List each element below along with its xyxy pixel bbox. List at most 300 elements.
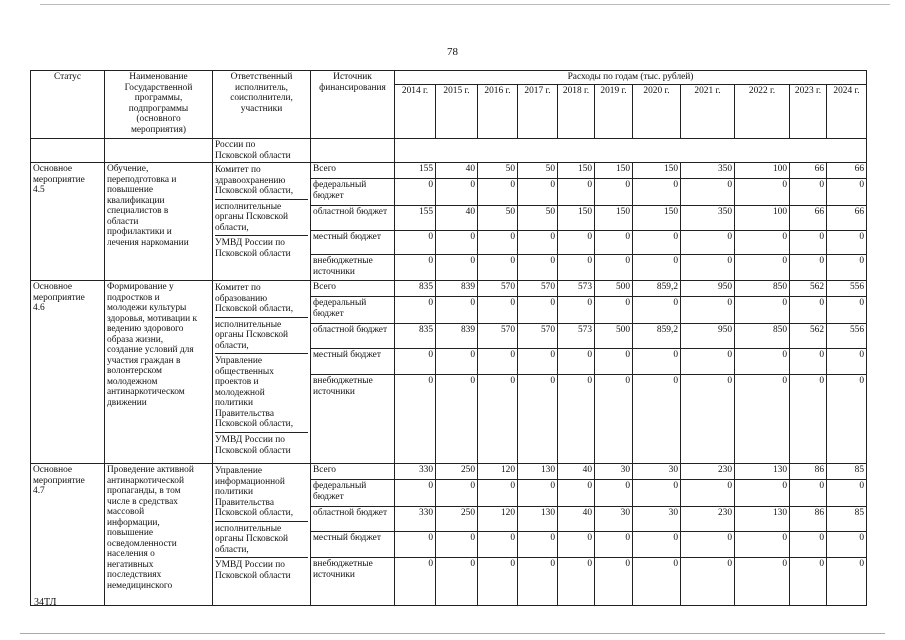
text-line: Комитет по	[215, 283, 261, 294]
text-line: области,	[215, 222, 249, 233]
responsible-party	[215, 353, 308, 431]
value-cell: 0	[518, 480, 558, 507]
value-cell: 50	[478, 206, 518, 231]
value-cell: 562	[790, 281, 827, 297]
text-line: Псковской области	[215, 248, 291, 259]
text-line: политики	[215, 398, 253, 409]
text-line: образованию	[215, 293, 268, 304]
value-cell: 85	[827, 507, 867, 532]
value-cell: 150	[633, 206, 681, 231]
value-cell: 0	[827, 558, 867, 606]
value-cell: 350	[681, 163, 735, 179]
continuation-name-cell	[105, 139, 213, 163]
value-cell: 0	[681, 255, 735, 281]
header-year: 2023 г.	[790, 85, 827, 139]
value-cell: 0	[681, 179, 735, 206]
value-cell: 130	[735, 464, 790, 480]
text-line: политики	[215, 487, 253, 498]
value-cell: 40	[436, 163, 478, 179]
text-line: повышение	[107, 528, 154, 539]
value-cell: 85	[827, 464, 867, 480]
header-year: 2019 г.	[595, 85, 633, 139]
text-line: 4.5	[33, 185, 45, 196]
budget-table	[30, 70, 867, 606]
value-cell: 130	[735, 507, 790, 532]
text-line: УМВД России по	[215, 238, 285, 249]
funding-source: внебюджетные источники	[311, 375, 395, 464]
text-line: подростков и	[107, 292, 160, 303]
funding-source: местный бюджет	[311, 349, 395, 375]
value-cell: 0	[633, 375, 681, 464]
value-cell: 0	[478, 558, 518, 606]
text-line: (основного	[136, 114, 181, 125]
text-line: мероприятие	[33, 475, 85, 486]
value-cell: 0	[633, 179, 681, 206]
value-cell: 0	[518, 532, 558, 558]
value-cell: 0	[595, 558, 633, 606]
responsible-party	[215, 465, 308, 520]
text-line: исполнительные	[215, 319, 282, 330]
text-line: Основное	[33, 164, 73, 175]
text-line: мероприятие	[33, 292, 85, 303]
value-cell: 0	[595, 297, 633, 324]
funding-source: местный бюджет	[311, 532, 395, 558]
value-cell: 0	[436, 297, 478, 324]
value-cell: 0	[395, 349, 436, 375]
text-line: Управление	[215, 466, 263, 477]
value-cell: 86	[790, 507, 827, 532]
scan-edge-top	[40, 4, 890, 5]
text-line: повышение	[107, 185, 154, 196]
text-line: квалификации	[107, 195, 165, 206]
value-cell: 0	[633, 255, 681, 281]
text-line: России по	[215, 140, 256, 150]
header-year: 2016 г.	[478, 85, 518, 139]
value-cell: 250	[436, 507, 478, 532]
text-line: осведомленности	[107, 538, 177, 549]
table-row	[31, 281, 867, 297]
text-line: Основное	[33, 465, 73, 476]
value-cell: 0	[681, 480, 735, 507]
funding-source: Всего	[311, 464, 395, 480]
value-cell: 330	[395, 507, 436, 532]
value-cell: 0	[395, 231, 436, 255]
value-cell: 0	[735, 558, 790, 606]
value-cell: 0	[633, 297, 681, 324]
value-cell: 0	[395, 297, 436, 324]
value-cell: 330	[395, 464, 436, 480]
value-cell: 0	[827, 349, 867, 375]
text-line: ведению здорового	[107, 324, 184, 335]
value-cell: 66	[827, 163, 867, 179]
header-year: 2022 г.	[735, 85, 790, 139]
value-cell: 0	[633, 558, 681, 606]
value-cell: 950	[681, 281, 735, 297]
value-cell: 0	[681, 297, 735, 324]
value-cell: 0	[735, 255, 790, 281]
value-cell: 50	[478, 163, 518, 179]
value-cell: 0	[790, 480, 827, 507]
header-responsible	[213, 71, 311, 139]
measure-status	[31, 281, 105, 464]
text-line: Источник	[333, 72, 372, 82]
value-cell: 0	[478, 349, 518, 375]
value-cell: 570	[478, 281, 518, 297]
value-cell: 0	[595, 231, 633, 255]
funding-source: внебюджетные источники	[311, 255, 395, 281]
text-line: Комитет по	[215, 165, 261, 176]
responsible-party	[215, 557, 308, 582]
responsible-party	[215, 282, 308, 316]
measure-status	[31, 464, 105, 606]
text-line: числе в средствах	[107, 496, 178, 507]
value-cell: 0	[735, 349, 790, 375]
value-cell: 230	[681, 464, 735, 480]
value-cell: 573	[558, 324, 595, 349]
value-cell: 0	[681, 558, 735, 606]
value-cell: 0	[827, 375, 867, 464]
value-cell: 0	[395, 179, 436, 206]
value-cell: 40	[436, 206, 478, 231]
value-cell: 0	[735, 532, 790, 558]
value-cell: 0	[790, 532, 827, 558]
funding-source: областной бюджет	[311, 324, 395, 349]
value-cell: 350	[681, 206, 735, 231]
value-cell: 155	[395, 206, 436, 231]
value-cell: 859,2	[633, 281, 681, 297]
footer-code: 34ТЛ	[34, 597, 57, 608]
text-line: УМВД России по	[215, 560, 285, 571]
text-line: общественных	[215, 366, 274, 377]
value-cell: 0	[827, 179, 867, 206]
text-line: Проведение активной	[107, 465, 194, 476]
value-cell: 0	[595, 480, 633, 507]
value-cell: 835	[395, 324, 436, 349]
header-program-name	[105, 71, 213, 139]
value-cell: 0	[395, 558, 436, 606]
value-cell: 0	[558, 558, 595, 606]
value-cell: 0	[478, 231, 518, 255]
value-cell: 30	[595, 507, 633, 532]
text-line: УМВД России по	[215, 434, 285, 445]
text-line: Псковской области,	[215, 508, 294, 519]
text-line: Псковской области	[215, 150, 291, 161]
funding-source: федеральный бюджет	[311, 297, 395, 324]
value-cell: 0	[735, 375, 790, 464]
text-line: Управление	[215, 356, 263, 367]
value-cell: 839	[436, 324, 478, 349]
value-cell: 30	[595, 464, 633, 480]
value-cell: 120	[478, 507, 518, 532]
value-cell: 0	[735, 231, 790, 255]
funding-source: областной бюджет	[311, 206, 395, 231]
value-cell: 86	[790, 464, 827, 480]
text-line: массовой	[107, 507, 145, 518]
value-cell: 120	[478, 464, 518, 480]
text-line: органы Псковской	[215, 330, 289, 341]
value-cell: 0	[790, 255, 827, 281]
measure-name	[105, 163, 213, 281]
value-cell: 0	[436, 255, 478, 281]
value-cell: 0	[558, 297, 595, 324]
value-cell: 0	[395, 255, 436, 281]
value-cell: 570	[518, 281, 558, 297]
value-cell: 0	[478, 179, 518, 206]
responsible-party	[215, 164, 308, 198]
text-line: создание условий для	[107, 345, 194, 356]
text-line: антинаркотическом	[107, 387, 185, 398]
responsible-party	[215, 199, 308, 235]
value-cell: 0	[436, 179, 478, 206]
value-cell: 0	[595, 375, 633, 464]
header-year: 2018 г.	[558, 85, 595, 139]
measure-responsible	[213, 281, 311, 464]
value-cell: 570	[478, 324, 518, 349]
value-cell: 66	[827, 206, 867, 231]
value-cell: 0	[633, 349, 681, 375]
text-line: программы,	[134, 93, 183, 104]
value-cell: 0	[478, 532, 518, 558]
value-cell: 0	[681, 532, 735, 558]
header-expenses: Расходы по годам (тыс. рублей)	[395, 71, 867, 85]
value-cell: 859,2	[633, 324, 681, 349]
text-line: Псковской области,	[215, 186, 294, 197]
value-cell: 0	[595, 179, 633, 206]
text-line: Псковской области,	[215, 304, 294, 315]
header-year: 2024 г.	[827, 85, 867, 139]
value-cell: 562	[790, 324, 827, 349]
header-year: 2014 г.	[395, 85, 436, 139]
text-line: финансирования	[319, 82, 386, 93]
text-line: образа жизни,	[107, 334, 164, 345]
text-line: профилактики и	[107, 227, 172, 238]
value-cell: 0	[790, 231, 827, 255]
value-cell: 130	[518, 507, 558, 532]
text-line: молодежной	[215, 387, 265, 398]
measure-responsible	[213, 464, 311, 606]
header-source	[311, 71, 395, 139]
funding-source: федеральный бюджет	[311, 179, 395, 206]
value-cell: 0	[558, 255, 595, 281]
value-cell: 150	[558, 206, 595, 231]
value-cell: 0	[518, 375, 558, 464]
text-line: молодежном	[107, 376, 158, 387]
value-cell: 0	[478, 297, 518, 324]
value-cell: 100	[735, 163, 790, 179]
value-cell: 150	[595, 163, 633, 179]
text-line: Правительства	[215, 497, 274, 508]
responsible-party	[215, 235, 308, 260]
value-cell: 155	[395, 163, 436, 179]
value-cell: 0	[827, 297, 867, 324]
value-cell: 0	[790, 349, 827, 375]
continuation-status-cell	[31, 139, 105, 163]
value-cell: 556	[827, 324, 867, 349]
value-cell: 0	[436, 375, 478, 464]
value-cell: 100	[735, 206, 790, 231]
value-cell: 0	[735, 297, 790, 324]
text-line: пропаганды, в том	[107, 486, 181, 497]
text-line: исполнительные	[215, 523, 282, 534]
value-cell: 0	[735, 480, 790, 507]
value-cell: 40	[558, 464, 595, 480]
value-cell: 230	[681, 507, 735, 532]
value-cell: 0	[436, 349, 478, 375]
text-line: немедицинского	[107, 580, 173, 591]
value-cell: 150	[595, 206, 633, 231]
value-cell: 0	[436, 231, 478, 255]
text-line: области,	[215, 340, 249, 351]
value-cell: 0	[436, 480, 478, 507]
value-cell: 0	[436, 532, 478, 558]
text-line: специалистов в	[107, 206, 169, 217]
text-line: участники	[240, 103, 283, 114]
text-line: последствиях	[107, 570, 162, 581]
header-year: 2015 г.	[436, 85, 478, 139]
responsible-party	[215, 432, 308, 457]
funding-source: местный бюджет	[311, 231, 395, 255]
value-cell: 0	[518, 297, 558, 324]
continuation-source-cell	[311, 139, 395, 163]
text-line: информационной	[215, 476, 285, 487]
value-cell: 0	[558, 532, 595, 558]
header-year: 2017 г.	[518, 85, 558, 139]
text-line: антинаркотической	[107, 475, 184, 486]
funding-source: Всего	[311, 163, 395, 179]
text-line: негативных	[107, 559, 154, 570]
value-cell: 66	[790, 163, 827, 179]
value-cell: 50	[518, 206, 558, 231]
value-cell: 0	[595, 532, 633, 558]
text-line: органы Псковской	[215, 212, 289, 223]
header-year: 2021 г.	[681, 85, 735, 139]
text-line: мероприятия)	[130, 124, 187, 135]
text-line: Псковской области,	[215, 419, 294, 430]
value-cell: 950	[681, 324, 735, 349]
text-line: соисполнители,	[230, 93, 293, 104]
text-line: Псковской области	[215, 570, 291, 581]
value-cell: 850	[735, 324, 790, 349]
text-line: Наименование	[129, 72, 188, 82]
scan-edge-bottom	[20, 633, 885, 634]
value-cell: 0	[558, 179, 595, 206]
text-line: исполнительные	[215, 201, 282, 212]
funding-source: Всего	[311, 281, 395, 297]
table-row	[31, 464, 867, 480]
value-cell: 0	[595, 349, 633, 375]
text-line: 4.7	[33, 486, 45, 497]
text-line: населения о	[107, 549, 155, 560]
text-line: Государственной	[124, 82, 193, 93]
value-cell: 0	[735, 179, 790, 206]
text-line: Обучение,	[107, 164, 149, 175]
value-cell: 0	[790, 179, 827, 206]
responsible-party	[215, 521, 308, 557]
measure-responsible	[213, 163, 311, 281]
text-line: Основное	[33, 282, 73, 293]
measure-name	[105, 281, 213, 464]
value-cell: 0	[827, 231, 867, 255]
text-line: участия граждан в	[107, 355, 181, 366]
text-line: исполнитель,	[234, 82, 289, 93]
text-line: движении	[107, 397, 147, 408]
value-cell: 150	[558, 163, 595, 179]
text-line: 4.6	[33, 303, 45, 314]
value-cell: 250	[436, 464, 478, 480]
measure-status	[31, 163, 105, 281]
text-line: здравоохранению	[215, 175, 286, 186]
text-line: подпрограммы	[128, 103, 189, 114]
value-cell: 0	[790, 375, 827, 464]
value-cell: 0	[633, 231, 681, 255]
funding-source: федеральный бюджет	[311, 480, 395, 507]
text-line: Псковской области	[215, 445, 291, 456]
value-cell: 30	[633, 507, 681, 532]
value-cell: 0	[478, 255, 518, 281]
text-line: Правительства	[215, 408, 274, 419]
text-line: проектов и	[215, 377, 259, 388]
continuation-responsible	[213, 139, 311, 163]
value-cell: 0	[790, 558, 827, 606]
value-cell: 0	[518, 231, 558, 255]
text-line: области,	[215, 544, 249, 555]
value-cell: 573	[558, 281, 595, 297]
funding-source: областной бюджет	[311, 507, 395, 532]
value-cell: 0	[518, 349, 558, 375]
text-line: молодежи культуры	[107, 303, 187, 314]
value-cell: 30	[633, 464, 681, 480]
continuation-values-cell	[395, 139, 867, 163]
value-cell: 0	[395, 532, 436, 558]
value-cell: 0	[558, 480, 595, 507]
value-cell: 570	[518, 324, 558, 349]
value-cell: 500	[595, 281, 633, 297]
text-line: мероприятие	[33, 174, 85, 185]
value-cell: 0	[790, 297, 827, 324]
text-line: Ответственный	[230, 72, 293, 82]
value-cell: 0	[478, 480, 518, 507]
value-cell: 0	[558, 349, 595, 375]
value-cell: 0	[595, 255, 633, 281]
header-status: Статус	[31, 71, 105, 139]
value-cell: 0	[436, 558, 478, 606]
value-cell: 0	[518, 255, 558, 281]
value-cell: 150	[633, 163, 681, 179]
value-cell: 850	[735, 281, 790, 297]
value-cell: 556	[827, 281, 867, 297]
text-line: переподготовка и	[107, 174, 177, 185]
value-cell: 839	[436, 281, 478, 297]
value-cell: 66	[790, 206, 827, 231]
value-cell: 0	[827, 255, 867, 281]
value-cell: 0	[633, 480, 681, 507]
value-cell: 0	[558, 375, 595, 464]
value-cell: 835	[395, 281, 436, 297]
text-line: здоровья, мотивации к	[107, 313, 198, 324]
value-cell: 0	[681, 375, 735, 464]
value-cell: 0	[395, 375, 436, 464]
value-cell: 0	[395, 480, 436, 507]
table-row	[31, 163, 867, 179]
value-cell: 0	[558, 231, 595, 255]
page-number: 78	[447, 46, 458, 58]
value-cell: 0	[478, 375, 518, 464]
value-cell: 0	[827, 532, 867, 558]
text-line: органы Псковской	[215, 534, 289, 545]
text-line: Формирование у	[107, 282, 174, 293]
value-cell: 0	[633, 532, 681, 558]
value-cell: 0	[518, 179, 558, 206]
